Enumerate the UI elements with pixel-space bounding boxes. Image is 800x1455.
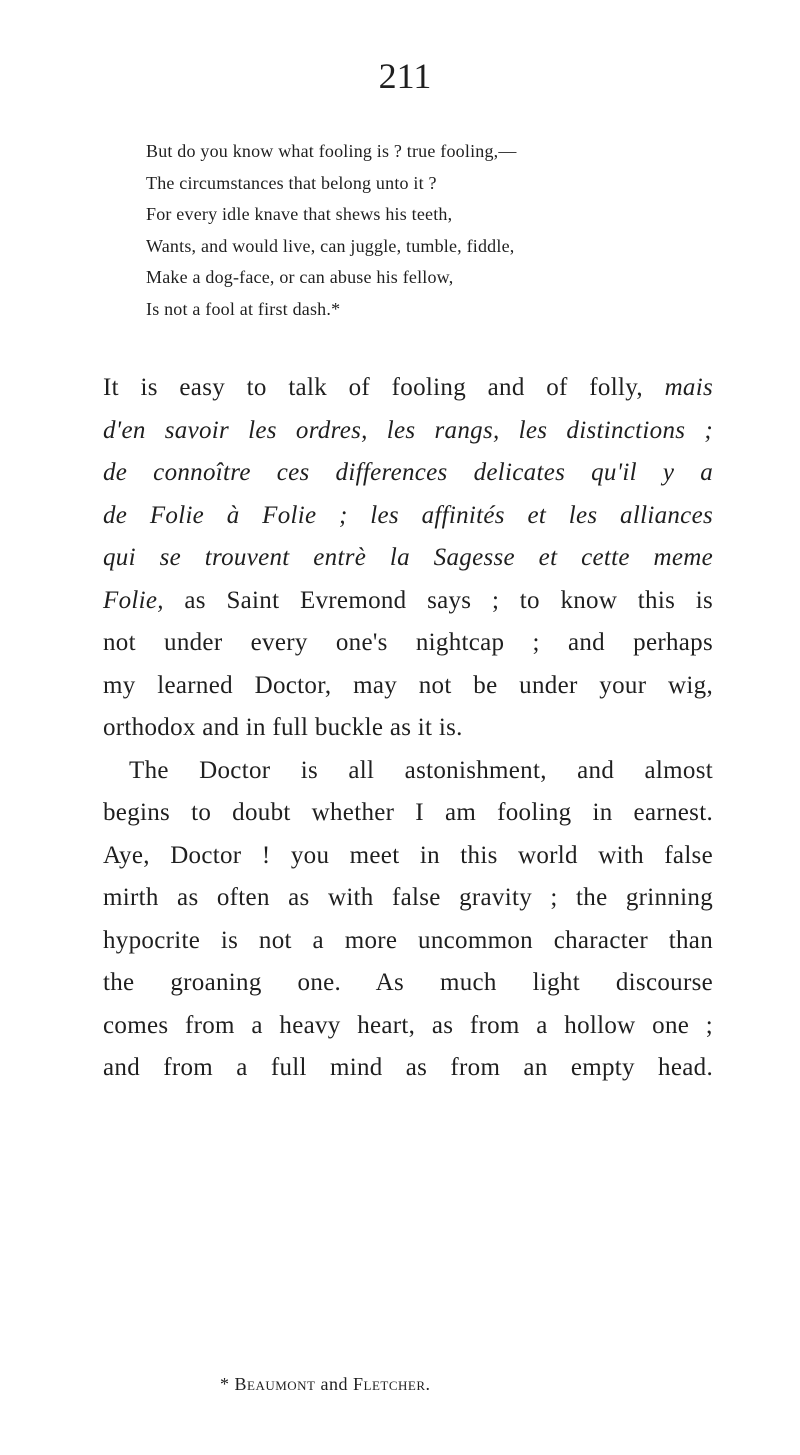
paragraph-1-line: my learned Doctor, may not be under your wig, (103, 671, 713, 699)
verse-quotation (146, 136, 746, 325)
verse-line: Wants, and would live, can juggle, tumble, fiddle, (146, 235, 515, 256)
paragraph-2-line: mirth as often as with false gravity ; the grinning (103, 884, 713, 911)
french-quote-run: qui se trouvent entrè la Sagesse et cette meme (103, 544, 713, 571)
footnote-period: . (425, 1374, 431, 1394)
french-quote-run: de connoître ces differences delicates qu'il y a (103, 459, 713, 486)
paragraph-1-line (103, 580, 713, 623)
verse-line: Is not a fool at first dash.* (146, 298, 341, 319)
footnote-author: Beaumont (234, 1374, 316, 1394)
paragraph-2-line: hypocrite is not a more uncommon character than (103, 926, 713, 954)
page-number: 211 (378, 56, 432, 96)
paragraph-1-line (103, 537, 713, 580)
verse-line: The circumstances that belong unto it ? (146, 172, 437, 193)
footnote-conjunction: and (315, 1374, 353, 1394)
french-quote-run: de Folie à Folie ; les affinités et les alliances (103, 501, 713, 529)
footnote (220, 1372, 640, 1396)
paragraph-1-line (103, 452, 713, 495)
paragraph-2-line: begins to doubt whether I am fooling in earnest. (103, 799, 713, 826)
french-quote-run: mais (664, 374, 713, 401)
body-text (103, 367, 713, 1090)
text-run: as Saint Evremond says ; to know this is (163, 586, 713, 614)
paragraph-1-line (103, 495, 713, 538)
paragraph-2-line: comes from a heavy heart, as from a hollow one ; (103, 1011, 713, 1039)
paragraph-2-line: and from a full mind as from an empty head. (103, 1054, 713, 1081)
footnote-author: Fletcher (353, 1374, 426, 1394)
french-quote-run: Folie, (103, 586, 164, 614)
verse-line: For every idle knave that shews his teeth, (146, 204, 453, 224)
verse-line: But do you know what fooling is ? true fooling,— (146, 141, 517, 161)
footnote-marker: * (220, 1374, 235, 1394)
paragraph-2-line: Aye, Doctor ! you meet in this world with false (103, 841, 713, 869)
paragraph-1-line: orthodox and in full buckle as it is. (103, 714, 463, 741)
paragraph-1-line: not under every one's nightcap ; and perhaps (103, 629, 713, 656)
verse-line: Make a dog-face, or can abuse his fellow, (146, 267, 454, 287)
paragraph-1-line (103, 367, 713, 410)
paragraph-2-line: The Doctor is all astonishment, and almost (129, 756, 713, 784)
paragraph-2-line: the groaning one. As much light discourse (103, 969, 713, 996)
french-quote-run: d'en savoir les ordres, les rangs, les distinctions ; (103, 416, 713, 444)
text-run: It is easy to talk of fooling and of folly, (103, 374, 665, 401)
paragraph-1-line (103, 410, 713, 453)
